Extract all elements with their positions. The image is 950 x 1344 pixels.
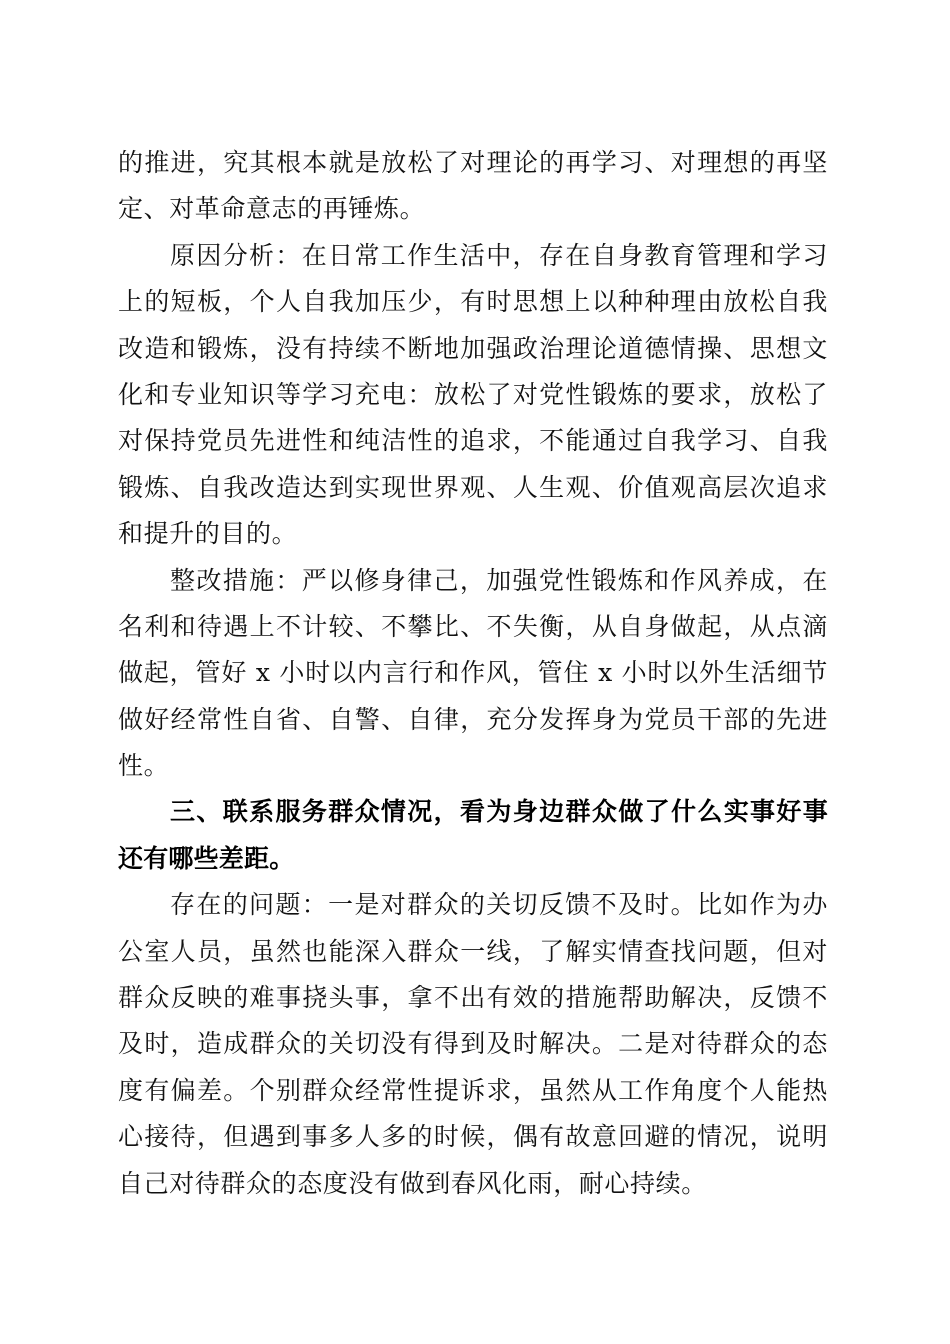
heading-line: 还有哪些差距。 bbox=[118, 843, 295, 873]
section-heading bbox=[118, 789, 828, 882]
text-line: 改造和锻炼，没有持续不断地加强政治理论道德情操、思想文 bbox=[118, 333, 828, 363]
heading-line: 三、联系服务群众情况，看为身边群众做了什么实事好事 bbox=[170, 797, 828, 827]
paragraph-cause-analysis bbox=[118, 233, 828, 558]
text-line: 公室人员，虽然也能深入群众一线，了解实情查找问题，但对 bbox=[118, 936, 828, 966]
text-line: 原因分析：在日常工作生活中，存在自身教育管理和学习 bbox=[170, 240, 828, 270]
paragraph-continuation bbox=[118, 140, 828, 233]
text-line: 上的短板，个人自我加压少，有时思想上以种种理由放松自我 bbox=[118, 287, 828, 317]
text-line: 和提升的目的。 bbox=[118, 519, 298, 549]
text-line: 化和专业知识等学习充电：放松了对党性锻炼的要求，放松了 bbox=[118, 379, 828, 409]
text-line: 整改措施：严以修身律己，加强党性锻炼和作风养成，在 bbox=[170, 565, 828, 595]
text-line: 性。 bbox=[118, 751, 170, 781]
text-line: 锻炼、自我改造达到实现世界观、人生观、价值观高层次追求 bbox=[118, 472, 828, 502]
text-line: 做起，管好 x 小时以内言行和作风，管住 x 小时以外生活细节 bbox=[118, 658, 828, 688]
text-line: 名利和待遇上不计较、不攀比、不失衡，从自身做起，从点滴 bbox=[118, 611, 828, 641]
text-line: 心接待，但遇到事多人多的时候，偶有故意回避的情况，说明 bbox=[118, 1122, 828, 1152]
text-line: 做好经常性自省、自警、自律，充分发挥身为党员干部的先进 bbox=[118, 704, 828, 734]
paragraph-existing-problems bbox=[118, 882, 828, 1207]
text-line: 的推进，究其根本就是放松了对理论的再学习、对理想的再坚 bbox=[118, 148, 828, 177]
text-line: 自己对待群众的态度没有做到春风化雨，耐心持续。 bbox=[118, 1168, 707, 1198]
text-line: 定、对革命意志的再锤炼。 bbox=[118, 194, 426, 224]
document-body bbox=[118, 140, 828, 1207]
paragraph-rectification-measures bbox=[118, 558, 828, 790]
text-line: 对保持党员先进性和纯洁性的追求，不能通过自我学习、自我 bbox=[118, 426, 828, 456]
text-line: 存在的问题：一是对群众的关切反馈不及时。比如作为办 bbox=[170, 890, 828, 920]
text-line: 度有偏差。个别群众经常性提诉求，虽然从工作角度个人能热 bbox=[118, 1075, 828, 1105]
text-line: 及时，造成群众的关切没有得到及时解决。二是对待群众的态 bbox=[118, 1029, 828, 1059]
text-line: 群众反映的难事挠头事，拿不出有效的措施帮助解决，反馈不 bbox=[118, 983, 828, 1013]
